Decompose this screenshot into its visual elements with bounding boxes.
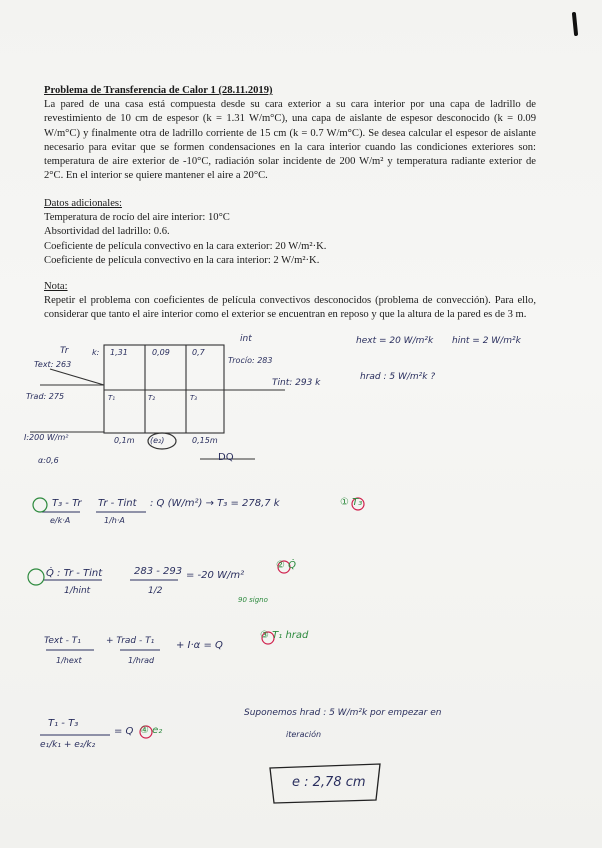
problem-statement: La pared de una casa está compuesta desde su cara exterior a su cara interior por una capa de ladrillo de revestimiento de 10 cm de espesor (k = 1.31 W/m°C), una capa de aislante de espesor desconocido (k = 0.09 W/m°C) y finalmente otra de ladrillo corriente de 15 cm (k = 0.7 W/m°C). Se desea calcular el espesor de aislante necesario para evitar que se formen condensaciones en la cara interior cuando las condiciones exteriores son: temperatura de aire exterior de -10°C, radiación solar incidente de 200 W/m² y temperatura radiante exterior de 2°C. En el interior se quiere mantener el aire a 20°C.	[44, 99, 536, 182]
note-text: Repetir el problema con coeficientes de película convectivos desconocidos (problema de convección). Para ello, considerar que tanto el aire interior como el exterior se encuentran en reposo y que la altura de la pared es de 3 m.	[44, 295, 536, 321]
rad-line	[50, 369, 104, 385]
problem-title: Problema de Transferencia de Calor 1 (28.11.2019)	[44, 85, 273, 96]
label-k2: 0,09	[152, 348, 170, 357]
eq1-denominator: e/k·A	[50, 516, 71, 525]
pen-mark	[574, 14, 576, 34]
label-k: k:	[92, 348, 100, 357]
eq1-mid-numerator: Tr - Tint	[98, 498, 137, 509]
eq3-a-denominator: 1/hext	[56, 656, 82, 665]
eq3-a-numerator: Text - T₁	[44, 636, 81, 646]
eq3-b-denominator: 1/hrad	[128, 656, 155, 665]
extra-data-line: Coeficiente de película convectivo en la cara exterior: 20 W/m²·K.	[44, 240, 327, 252]
eq2-numerator: Q̇ : Tr - Tint	[46, 568, 103, 579]
coef-hext: hext = 20 W/m²k	[356, 336, 434, 346]
extra-data-line: Absortividad del ladrillo: 0.6.	[44, 226, 170, 238]
note-heading: Nota:	[44, 281, 68, 292]
label-k1: 1,31	[110, 348, 128, 357]
label-alpha: α:0,6	[38, 456, 59, 465]
label-text: Text: 263	[34, 360, 72, 369]
eq2-mid-denominator: 1/2	[148, 586, 163, 596]
extra-data-line: Coeficiente de película convectivo en la cara interior: 2 W/m²·K.	[44, 254, 320, 266]
assumption-text-2: iteración	[286, 730, 322, 739]
eq4-denominator: e₁/k₁ + e₂/k₂	[40, 740, 96, 750]
eq2-result: = -20 W/m²	[186, 570, 245, 581]
eq2-note: 90 signo	[238, 596, 268, 604]
label-trad: Trad: 275	[26, 392, 65, 401]
assumption-text: Suponemos hrad : 5 W/m²k por empezar en	[244, 708, 442, 718]
label-tr: Tr	[60, 346, 69, 356]
eq3-step: ③ T₁ hrad	[260, 630, 309, 641]
label-e2: (e₂)	[150, 436, 165, 445]
eq4-result: = Q	[114, 726, 134, 737]
eq3-b-numerator: + Trad - T₁	[106, 636, 155, 646]
eq4-numerator: T₁ - T₃	[48, 718, 79, 729]
eq3-result: + I·α = Q	[176, 640, 223, 651]
label-t3: T₃	[190, 394, 198, 402]
eq2-step: ② Q̇	[276, 560, 297, 571]
eq2-mid-numerator: 283 - 293	[134, 566, 183, 577]
eq1-result: : Q (W/m²) → T₃ = 278,7 k	[150, 498, 280, 509]
extra-data-line: Temperatura de rocío del aire interior: 10°C	[44, 212, 230, 224]
coef-hrad: hrad : 5 W/m²k ?	[360, 372, 436, 382]
label-k3: 0,7	[192, 348, 205, 357]
eq4-step: ④ e₂	[140, 725, 163, 736]
eq2-denominator: 1/hint	[64, 586, 91, 596]
label-solar: I:200 W/m²	[24, 433, 69, 442]
label-t1: T₁	[108, 394, 116, 402]
wall-outline	[104, 345, 224, 433]
label-t2: T₂	[148, 394, 156, 402]
coef-hint: hint = 2 W/m²k	[452, 336, 521, 346]
extra-data-heading: Datos adicionales:	[44, 198, 122, 209]
eq1-mid-denominator: 1/h·A	[104, 516, 125, 525]
fraction-bars	[40, 512, 380, 803]
eq1-step: ① T₃	[340, 497, 363, 508]
label-dq: DQ	[218, 452, 234, 463]
label-trocio: Trocío: 283	[228, 356, 273, 365]
label-tint: Tint: 293 k	[272, 378, 321, 388]
label-e1: 0,1m	[114, 436, 135, 445]
eq1-numerator: T₃ - Tr	[52, 498, 82, 509]
label-e3: 0,15m	[192, 436, 218, 445]
label-int: int	[240, 334, 252, 344]
final-result: e : 2,78 cm	[292, 775, 366, 790]
